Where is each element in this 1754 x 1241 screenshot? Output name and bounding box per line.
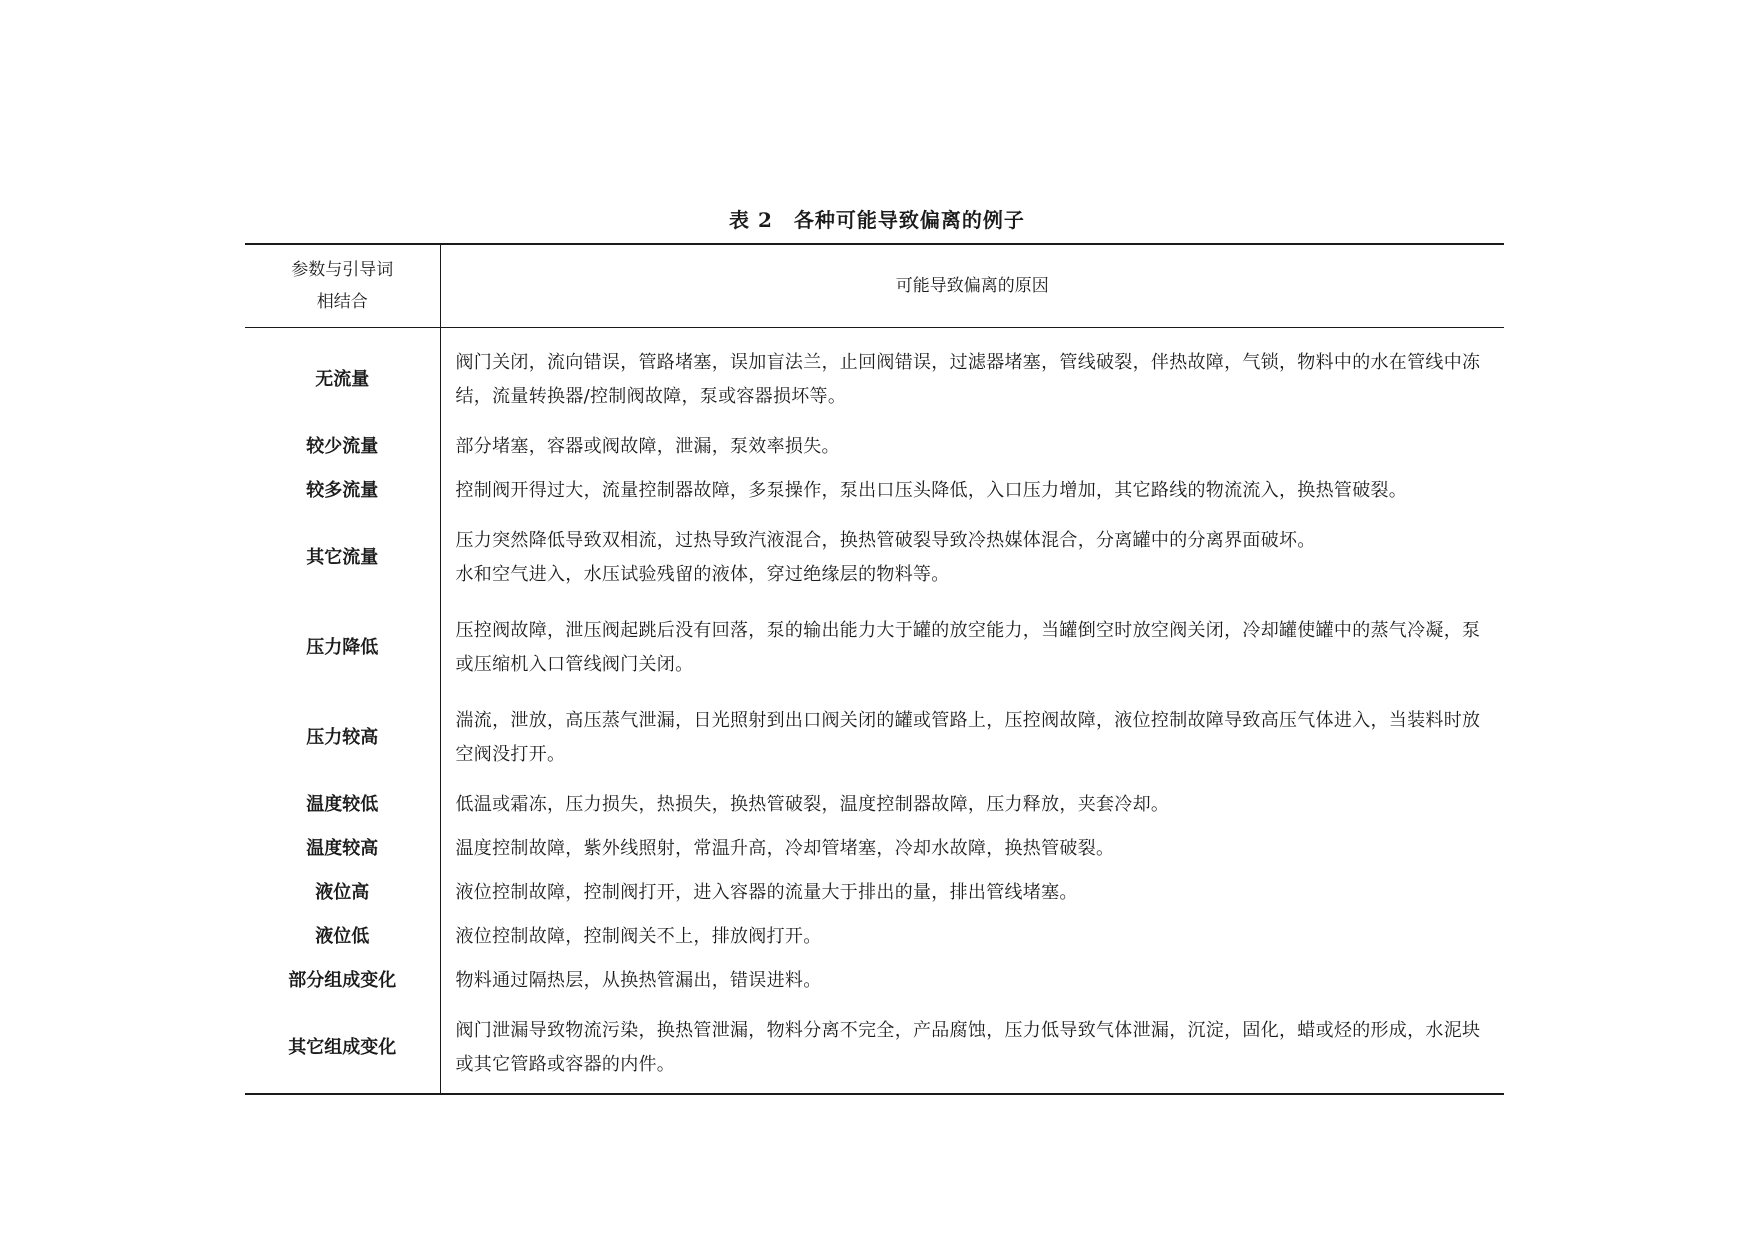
row-param: 液位低: [245, 915, 440, 959]
table-title: 表 2 各种可能导致偏离的例子: [729, 208, 1025, 232]
table-row: [245, 1003, 1504, 1094]
header-reason: 可能导致偏离的原因: [440, 244, 1504, 328]
row-param: 温度较高: [245, 827, 440, 871]
row-param: 温度较低: [245, 783, 440, 827]
table-row: [245, 328, 1504, 426]
table-row: [245, 871, 1504, 915]
row-param: 无流量: [245, 328, 440, 426]
row-reason: 控制阀开得过大，流量控制器故障，多泵操作，泵出口压头降低，入口压力增加，其它路线的物流流入，换热管破裂。: [455, 480, 1408, 501]
row-param: 压力较高: [245, 693, 440, 783]
row-reason: 阀门泄漏导致物流污染，换热管泄漏，物料分离不完全，产品腐蚀，压力低导致气体泄漏，沉淀，固化，蜡或烃的形成，水泥块或其它管路或容器的内件。: [455, 1020, 1481, 1075]
table-row: [245, 469, 1504, 513]
table-row: [245, 693, 1504, 783]
table-row: [245, 783, 1504, 827]
header-param-line2: 相结合: [316, 292, 368, 312]
row-param: 较少流量: [245, 425, 440, 469]
row-reason: 压控阀故障，泄压阀起跳后没有回落，泵的输出能力大于罐的放空能力，当罐倒空时放空阀关闭，冷却罐使罐中的蒸气冷凝，泵或压缩机入口管线阀门关闭。: [455, 620, 1481, 675]
row-reason: 压力突然降低导致双相流，过热导致汽液混合，换热管破裂导致冷热媒体混合，分离罐中的分离界面破坏。 水和空气进入，水压试验残留的液体，穿过绝缘层的物料等。: [455, 530, 1316, 585]
header-param-line1: 参数与引导词: [291, 260, 394, 280]
header-param: [245, 244, 440, 328]
row-reason: 部分堵塞，容器或阀故障，泄漏，泵效率损失。: [455, 436, 840, 457]
table-row: [245, 603, 1504, 693]
row-param: 压力降低: [245, 603, 440, 693]
row-reason: 液位控制故障，控制阀关不上，排放阀打开。: [455, 926, 822, 947]
table-row: [245, 915, 1504, 959]
row-reason: 低温或霜冻，压力损失，热损失，换热管破裂，温度控制器故障，压力释放，夹套冷却。: [455, 794, 1170, 815]
row-param: 较多流量: [245, 469, 440, 513]
table-row: [245, 959, 1504, 1003]
table-row: [245, 513, 1504, 603]
row-reason: 阀门关闭，流向错误，管路堵塞，误加盲法兰，止回阀错误，过滤器堵塞，管线破裂，伴热故障，气锁，物料中的水在管线中冻结，流量转换器/控制阀故障，泵或容器损坏等。: [455, 352, 1481, 407]
table-header-row: [245, 244, 1504, 328]
table-row: [245, 827, 1504, 871]
row-param: 其它组成变化: [245, 1003, 440, 1094]
row-reason: 液位控制故障，控制阀打开，进入容器的流量大于排出的量，排出管线堵塞。: [455, 882, 1078, 903]
row-reason: 温度控制故障，紫外线照射，常温升高，冷却管堵塞，冷却水故障，换热管破裂。: [455, 838, 1115, 859]
row-reason: 湍流，泄放，高压蒸气泄漏，日光照射到出口阀关闭的罐或管路上，压控阀故障，液位控制故障导致高压气体进入，当装料时放空阀没打开。: [455, 710, 1481, 765]
row-param: 其它流量: [245, 513, 440, 603]
deviation-table: [245, 243, 1504, 1095]
row-param: 液位高: [245, 871, 440, 915]
table-row: [245, 425, 1504, 469]
row-reason: 物料通过隔热层，从换热管漏出，错误进料。: [455, 970, 822, 991]
row-param: 部分组成变化: [245, 959, 440, 1003]
